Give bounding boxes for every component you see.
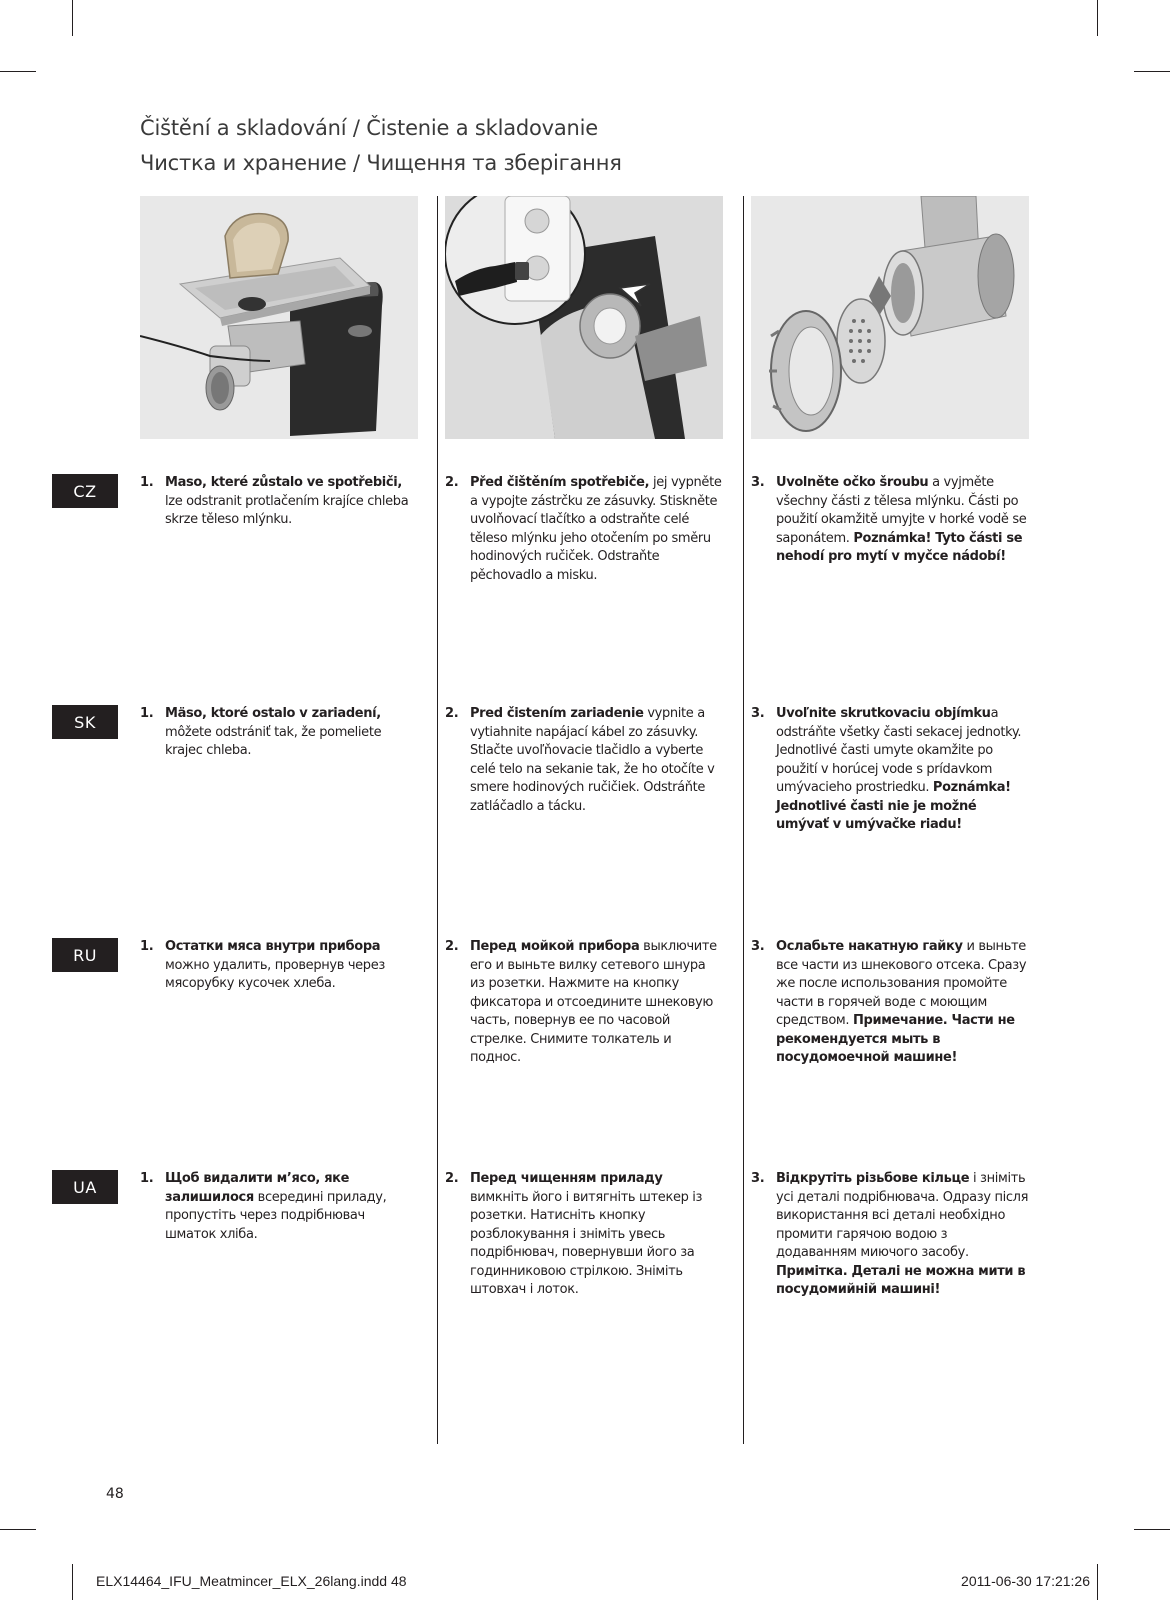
crop-mark	[0, 1529, 36, 1530]
step-lead: Maso, které zůstalo ve spotřebiči,	[165, 475, 402, 490]
step-description: и выньте все части из шнекового отсека. Сразу же после использования промойте части в горячей воде с моющим средством.	[776, 939, 1027, 1028]
step-lead: Перед мойкой прибора	[470, 939, 640, 954]
page-title: Čištění a skladování / Čistenie a skladovanie	[140, 116, 599, 140]
step-note: Poznámka! Jednotlivé časti nie je možné umývať v umývačke riadu!	[776, 780, 1011, 832]
step-1-ru	[140, 938, 418, 994]
crop-mark	[1097, 0, 1098, 36]
step-text	[776, 938, 1029, 1068]
crop-mark	[1134, 71, 1170, 72]
step-text	[776, 474, 1029, 567]
step-lead: Uvolněte očko šroubu	[776, 475, 929, 490]
step-lead: Mäso, ktoré ostalo v zariadení,	[165, 706, 381, 721]
step-number: 2.	[445, 939, 459, 954]
step-1-cz	[140, 474, 418, 530]
step-3-sk	[751, 705, 1029, 835]
language-badge-ru: RU	[52, 938, 118, 972]
column-divider	[437, 196, 438, 1444]
footer-timestamp: 2011-06-30 17:21:26	[961, 1573, 1090, 1589]
step-3-ua	[751, 1170, 1029, 1300]
step-description: всередині приладу, пропустіть через подрібнювач шматок хліба.	[165, 1189, 387, 1242]
unplug-and-release-illustration	[445, 196, 723, 439]
step-note: Примечание. Части не рекомендуется мыть в посудомоечной машине!	[776, 1013, 1015, 1065]
step-lead: Відкрутіть різьбове кільце	[776, 1171, 970, 1186]
step-text	[776, 705, 1029, 835]
step-number: 1.	[140, 939, 154, 954]
step-1-sk	[140, 705, 418, 761]
step-description: вимкніть його і витягніть штекер із розетки. Натисніть кнопку розблокування і зніміть увесь подрібнювач, повернувши його за годинниковою стрілкою. Зніміть штовхач і лоток.	[470, 1189, 703, 1297]
step-description: выключите его и выньте вилку сетевого шнура из розетки. Нажмите на кнопку фиксатора и отсоедините шнековую часть, повернув ее по часовой стрелке. Снимите толкатель и поднос.	[470, 939, 717, 1065]
step-2-cz	[445, 474, 723, 585]
step-text	[776, 1170, 1029, 1300]
step-2-ua	[445, 1170, 723, 1300]
step-description: a vyjměte všechny části z tělesa mlýnku. Části po použití okamžitě umyjte v horké vodě se saponátem.	[776, 475, 1027, 546]
column-divider	[743, 196, 744, 1444]
language-badge-ua: UA	[52, 1170, 118, 1204]
step-3-cz	[751, 474, 1029, 567]
step-description: a odstráňte všetky časti sekacej jednotky. Jednotlivé časti umyte okamžite po použití v horúcej vode s prídavkom umývacieho prostriedku.	[776, 706, 1022, 795]
step-number: 2.	[445, 706, 459, 721]
language-badge-cz: CZ	[52, 474, 118, 508]
page-number: 48	[106, 1486, 124, 1502]
step-2-sk	[445, 705, 723, 816]
step-note: Poznámka! Tyto části se nehodí pro mytí v myčce nádobí!	[776, 530, 1023, 564]
step-number: 1.	[140, 1171, 154, 1186]
step-text	[470, 938, 723, 1068]
step-text	[470, 705, 723, 816]
step-lead: Щоб видалити м’ясо, яке залишилося	[165, 1171, 350, 1205]
step-number: 3.	[751, 939, 765, 954]
page-subtitle: Чистка и хранение / Чищення та зберігання	[140, 151, 622, 175]
disassembled-parts-illustration	[751, 196, 1029, 439]
step-lead: Остатки мяса внутри прибора	[165, 939, 381, 954]
step-text	[165, 474, 418, 530]
step-description: lze odstranit protlačením krajíce chleba skrze těleso mlýnku.	[165, 493, 409, 527]
crop-mark	[0, 71, 36, 72]
step-text	[470, 474, 723, 585]
step-lead: Перед чищенням приладу	[470, 1171, 663, 1186]
step-lead: Pred čistením zariadenie	[470, 706, 644, 721]
step-text	[470, 1170, 723, 1300]
crop-mark	[72, 0, 73, 36]
crop-mark	[72, 1564, 73, 1600]
step-number: 3.	[751, 706, 765, 721]
step-description: і зніміть усі деталі подрібнювача. Одразу після використання всі деталі необхідно промити гарячою водою з додаванням миючого засобу.	[776, 1171, 1029, 1260]
step-number: 2.	[445, 475, 459, 490]
crop-mark	[1134, 1529, 1170, 1530]
footer-filename: ELX14464_IFU_Meatmincer_ELX_26lang.indd 48	[96, 1573, 407, 1589]
step-lead: Před čištěním spotřebiče,	[470, 475, 650, 490]
step-1-ua	[140, 1170, 418, 1244]
step-number: 3.	[751, 475, 765, 490]
step-3-ru	[751, 938, 1029, 1068]
step-text	[165, 1170, 418, 1244]
step-2-ru	[445, 938, 723, 1068]
step-lead: Ослабьте накатную гайку	[776, 939, 963, 954]
step-description: môžete odstrániť tak, že pomeliete krajec chleba.	[165, 724, 382, 758]
step-note: Примітка. Деталі не можна мити в посудомийній машині!	[776, 1263, 1026, 1297]
step-description: vypnite a vytiahnite napájací kábel zo zásuvky. Stlačte uvoľňovacie tlačidlo a vyberte celé telo na sekanie tak, že ho otočíte v smere hodinových ručičiek. Odstráňte zatláčadlo a tácku.	[470, 706, 715, 814]
step-description: можно удалить, провернув через мясорубку кусочек хлеба.	[165, 957, 385, 991]
step-text	[165, 705, 418, 761]
step-lead: Uvoľnite skrutkovaciu objímku	[776, 706, 991, 721]
step-number: 2.	[445, 1171, 459, 1186]
step-number: 3.	[751, 1171, 765, 1186]
meat-mincer-with-bread-illustration	[140, 196, 418, 439]
crop-mark	[1097, 1564, 1098, 1600]
step-text	[165, 938, 418, 994]
step-number: 1.	[140, 706, 154, 721]
language-badge-sk: SK	[52, 705, 118, 739]
step-description: jej vypněte a vypojte zástrčku ze zásuvky. Stiskněte uvolňovací tlačítko a odstraňte celé těleso mlýnku jeho otočením po směru hodinových ručiček. Odstraňte pěchovadlo a misku.	[470, 475, 722, 583]
step-number: 1.	[140, 475, 154, 490]
